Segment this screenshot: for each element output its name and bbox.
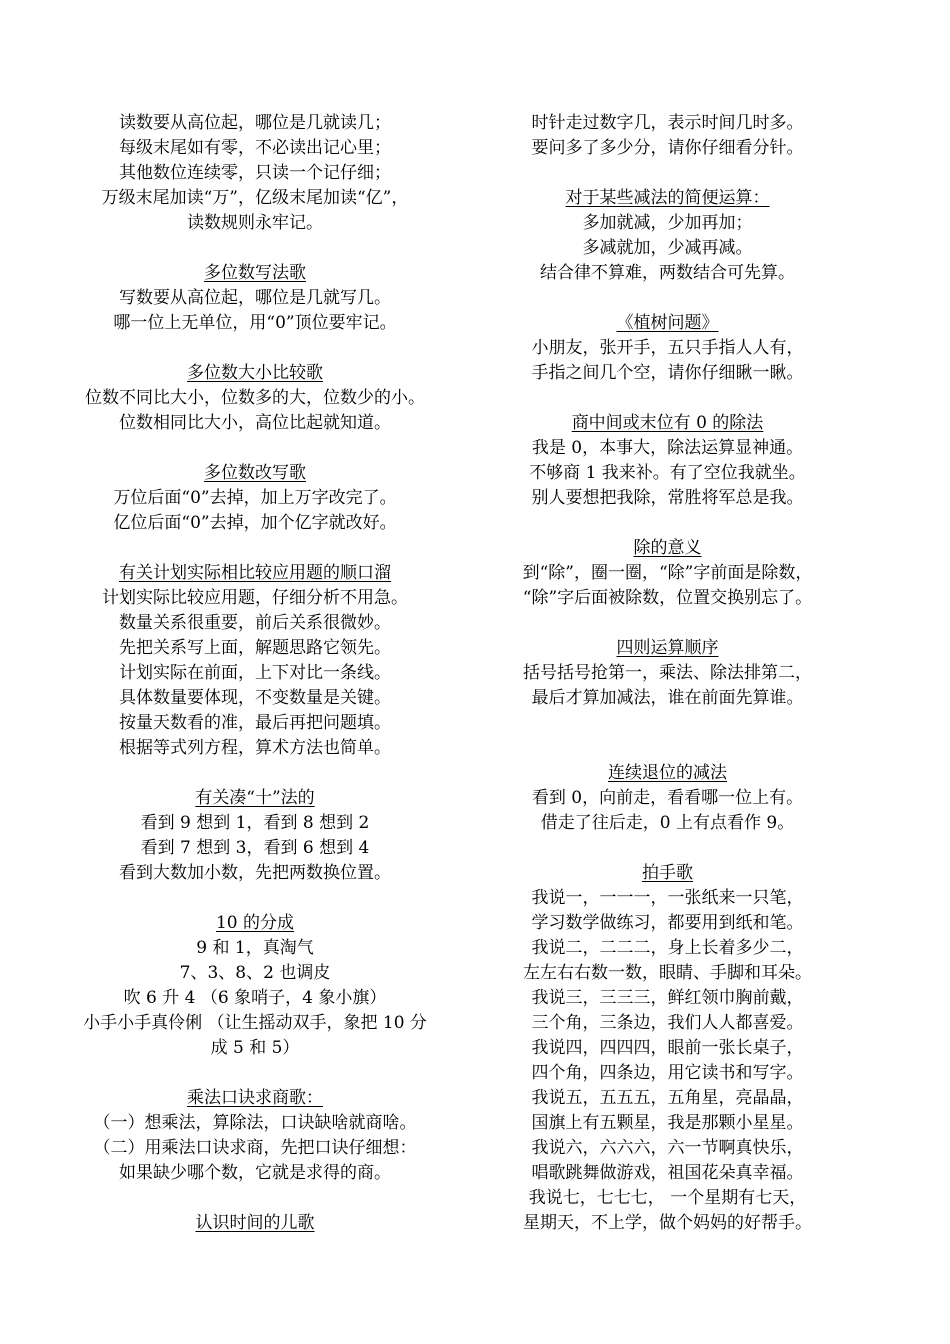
text-line: 左左右右数一数，眼睛、手脚和耳朵。	[523, 963, 812, 983]
text-line: 看到 9 想到 1，看到 8 想到 2	[140, 813, 370, 833]
text-line: 小朋友，张开手，五只手指人人有，	[531, 338, 804, 358]
text-line: 根据等式列方程，算术方法也简单。	[119, 738, 391, 758]
writing-section	[60, 261, 450, 336]
text-line: （一）想乘法，算除法，口诀缺啥就商啥。	[93, 1113, 417, 1133]
text-line: 看到 0，向前走，看看哪一位上有。	[531, 788, 804, 808]
time-section	[490, 111, 845, 161]
text-line: 要问多了多少分，请你仔细看分针。	[531, 138, 804, 158]
text-line: 结合律不算难，两数结合可先算。	[540, 263, 795, 283]
text-line: 我说七，七七七， 一个星期有七天，	[528, 1188, 807, 1208]
section-title: 乘法口诀求商歌：	[187, 1088, 323, 1108]
text-line: 亿位后面“0”去掉，加个亿字就改好。	[113, 513, 397, 533]
text-line: 我说一，一一一，一张纸来一只笔，	[531, 888, 804, 908]
division-meaning-section	[490, 536, 845, 611]
plan-section	[60, 561, 450, 761]
section-title: 拍手歌	[642, 863, 693, 883]
text-line: 手指之间几个空，请你仔细瞅一瞅。	[531, 363, 804, 383]
section-title: 四则运算顺序	[616, 638, 719, 658]
text-line: 万级末尾加读“万”，亿级末尾加读“亿”，	[101, 188, 409, 208]
section-title: 认识时间的儿歌	[195, 1213, 315, 1233]
text-line: 我说五，五五五，五角星，亮晶晶，	[531, 1088, 804, 1108]
text-line: 时针走过数字几，表示时间几时多。	[531, 113, 804, 133]
text-line: 位数不同比大小，位数多的大，位数少的小。	[85, 388, 425, 408]
text-line: 多减就加，少减再减。	[582, 238, 753, 258]
section-title: 有关凑“十”法的	[195, 788, 315, 808]
text-line: 如果缺少哪个数，它就是求得的商。	[119, 1163, 391, 1183]
section-title: 商中间或末位有 0 的除法	[571, 413, 764, 433]
text-line: 四个角，四条边，用它读书和写字。	[531, 1063, 804, 1083]
trees-section	[490, 311, 845, 386]
text-line: 哪一位上无单位，用“0”顶位要牢记。	[113, 313, 397, 333]
section-title: 多位数大小比较歌	[187, 363, 323, 383]
text-line: 吹 6 升 4 （6 象哨子，4 象小旗）	[123, 988, 387, 1008]
text-line: 9 和 1，真淘气	[196, 938, 314, 958]
text-line: 读数规则永牢记。	[187, 213, 323, 233]
text-line: 具体数量要体现，不变数量是关键。	[119, 688, 391, 708]
text-line: 位数相同比大小，高位比起就知道。	[119, 413, 391, 433]
text-line: 读数要从高位起，哪位是几就读几；	[119, 113, 391, 133]
section-title: 多位数改写歌	[204, 463, 306, 483]
text-line: 我说三，三三三，鲜红领巾胸前戴，	[531, 988, 804, 1008]
make-ten-section	[60, 786, 450, 886]
text-line: 括号括号抢第一，乘法、除法排第二，	[523, 663, 812, 683]
text-line: （二）用乘法口诀求商，先把口诀仔细想：	[93, 1138, 417, 1158]
text-line: 我说四，四四四，眼前一张长桌子，	[531, 1038, 804, 1058]
text-line: 最后才算加减法，谁在前面先算谁。	[531, 688, 804, 708]
text-line: 小手小手真伶俐 （让生摇动双手，象把 10 分	[83, 1013, 427, 1033]
text-line: 多加就减，少加再加；	[582, 213, 753, 233]
text-line: 星期天，不上学，做个妈妈的好帮手。	[523, 1213, 812, 1233]
text-line: 写数要从高位起，哪位是几就写几。	[119, 288, 391, 308]
text-line: 看到大数加小数，先把两数换位置。	[119, 863, 391, 883]
operation-order-section	[490, 636, 845, 711]
text-line: 别人要想把我除，常胜将军总是我。	[531, 488, 804, 508]
text-line: 万位后面“0”去掉，加上万字改完了。	[113, 488, 397, 508]
text-line: 7、3、8、2 也调皮	[179, 963, 331, 983]
text-line: 唱歌跳舞做游戏，祖国花朵真幸福。	[531, 1163, 804, 1183]
text-line: 我说二，二二二，身上长着多少二，	[531, 938, 804, 958]
text-line: 我说六，六六六，六一节啊真快乐，	[531, 1138, 804, 1158]
section-title: 10 的分成	[215, 913, 295, 933]
text-line: 看到 7 想到 3，看到 6 想到 4	[140, 838, 370, 858]
subtract-section	[490, 186, 845, 286]
text-line: 计划实际在前面，上下对比一条线。	[119, 663, 391, 683]
mult-section	[60, 1086, 450, 1186]
reading-rules-section	[60, 111, 450, 236]
section-title: 有关计划实际相比较应用题的顺口溜	[119, 563, 391, 583]
borrow-section	[490, 761, 845, 836]
text-line: 按量天数看的准，最后再把问题填。	[119, 713, 391, 733]
section-title: 除的意义	[633, 538, 702, 558]
section-title: 连续退位的减法	[608, 763, 727, 783]
text-line: 其他数位连续零，只读一个记仔细；	[119, 163, 391, 183]
clap-song-section	[490, 861, 845, 1236]
right-column	[490, 111, 845, 1236]
text-line: 不够商 1 我来补。有了空位我就坐。	[529, 463, 806, 483]
section-title: 多位数写法歌	[204, 263, 306, 283]
text-line: 三个角，三条边，我们人人都喜爱。	[531, 1013, 804, 1033]
zero-division-section	[490, 411, 845, 511]
split-ten-section	[60, 911, 450, 1061]
text-line: 每级末尾如有零，不必读出记心里；	[119, 138, 391, 158]
text-line: “除”字后面被除数，位置交换别忘了。	[522, 588, 813, 608]
text-line: 先把关系写上面，解题思路它领先。	[119, 638, 391, 658]
rewrite-section	[60, 461, 450, 536]
section-title: 《植树问题》	[616, 313, 719, 333]
text-line: 借走了往后走，0 上有点看作 9。	[540, 813, 795, 833]
text-line: 国旗上有五颗星，我是那颗小星星。	[531, 1113, 804, 1133]
text-line: 数量关系很重要，前后关系很微妙。	[119, 613, 391, 633]
left-column	[60, 111, 450, 1236]
text-line: 计划实际比较应用题，仔细分析不用急。	[102, 588, 408, 608]
text-line: 到“除”，圈一圈，“除”字前面是除数，	[522, 563, 813, 583]
text-line: 我是 0，本事大，除法运算显神通。	[531, 438, 804, 458]
section-title: 对于某些减法的简便运算：	[565, 188, 770, 208]
text-line: 学习数学做练习，都要用到纸和笔。	[531, 913, 804, 933]
compare-section	[60, 361, 450, 436]
text-line: 成 5 和 5）	[210, 1038, 300, 1058]
